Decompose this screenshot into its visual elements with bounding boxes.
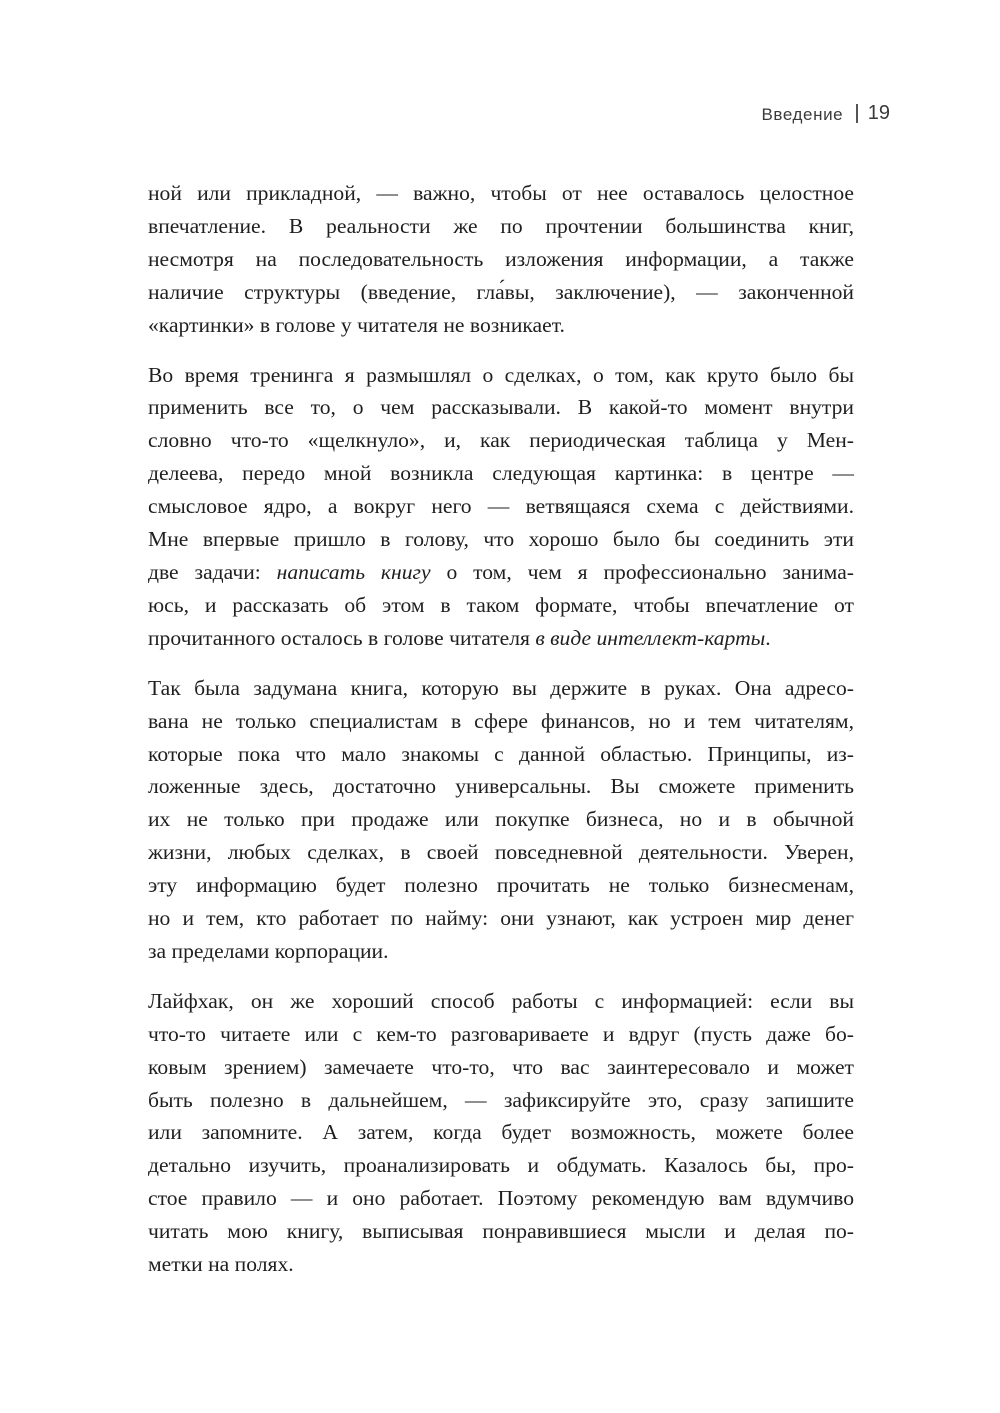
text-line: ковым зрением) замечаете что-то, что вас заинтересовало и может	[148, 1054, 854, 1079]
running-head-divider	[856, 104, 858, 123]
text-line: читать мою книгу, выписывая понравившиеся мысли и делая по-	[148, 1219, 854, 1244]
running-head-section-title: Введение	[761, 105, 844, 124]
text-line: метки на полях.	[148, 1252, 294, 1277]
text-line: детально изучить, проанализировать и обдумать. Казалось бы, про-	[148, 1153, 854, 1178]
text-line: что-то читаете или с кем-то разговариваете и вдруг (пусть даже бо-	[148, 1021, 854, 1046]
text-line: стое правило — и оно работает. Поэтому рекомендую вам вдумчиво	[148, 1186, 854, 1211]
text-line: или запомните. А затем, когда будет возможность, можете более	[148, 1120, 854, 1145]
paragraph	[148, 177, 854, 342]
text-line: словно что-то «щелкнуло», и, как периодическая таблица у Мен-	[148, 428, 854, 453]
paragraph	[148, 672, 854, 968]
text-line: ложенные здесь, достаточно универсальны. Вы сможете применить	[148, 774, 854, 799]
text-line: Во время тренинга я размышлял о сделках, о том, как круто было бы	[148, 362, 854, 387]
text-line: делеева, передо мной возникла следующая картинка: в центре —	[148, 461, 854, 486]
text-line: применить все то, о чем рассказывали. В какой-то момент внутри	[148, 395, 854, 420]
body-text	[148, 177, 854, 1298]
italic-emphasis: в виде интеллект-карты	[535, 625, 766, 650]
text-line: эту информацию будет полезно прочитать не только бизнесменам,	[148, 873, 854, 898]
paragraph	[148, 985, 854, 1281]
text-line: которые пока что мало знакомы с данной областью. Принципы, из-	[148, 741, 854, 766]
text-line: вана не только специалистам в сфере финансов, но и тем читателям,	[148, 708, 854, 733]
text-line: Мне впервые пришло в голову, что хорошо было бы соединить эти	[148, 527, 854, 552]
running-head	[761, 102, 890, 125]
text-line: Так была задумана книга, которую вы держите в руках. Она адресо-	[148, 675, 854, 700]
text-line: за пределами корпорации.	[148, 938, 389, 963]
text-line: наличие структуры (введение, гла́вы, заключение), — законченной	[148, 279, 854, 304]
text-line: несмотря на последовательность изложения информации, а также	[148, 246, 854, 271]
italic-emphasis: написать книгу	[276, 559, 431, 584]
text-line: «картинки» в голове у читателя не возникает.	[148, 312, 565, 337]
text-line: но и тем, кто работает по найму: они узнают, как устроен мир денег	[148, 906, 854, 931]
text-line: быть полезно в дальнейшем, — зафиксируйте это, сразу запишите	[148, 1087, 854, 1112]
text-line: прочитанного осталось в голове читателя в виде интеллект-карты.	[148, 625, 771, 650]
text-line: жизни, любых сделках, в своей повседневной деятельности. Уверен,	[148, 840, 854, 865]
page-number: 19	[867, 102, 890, 124]
text-line: две задачи: написать книгу о том, чем я профессионально занима-	[148, 559, 854, 584]
text-line: юсь, и рассказать об этом в таком формате, чтобы впечатление от	[148, 592, 854, 617]
text-line: впечатление. В реальности же по прочтении большинства книг,	[148, 213, 854, 238]
text-line: смысловое ядро, а вокруг него — ветвящаяся схема с действиями.	[148, 494, 854, 519]
text-line: их не только при продаже или покупке бизнеса, но и в обычной	[148, 807, 854, 832]
paragraph	[148, 359, 854, 655]
text-line: ной или прикладной, — важно, чтобы от нее оставалось целостное	[148, 181, 854, 205]
text-line: Лайфхак, он же хороший способ работы с информацией: если вы	[148, 988, 854, 1013]
